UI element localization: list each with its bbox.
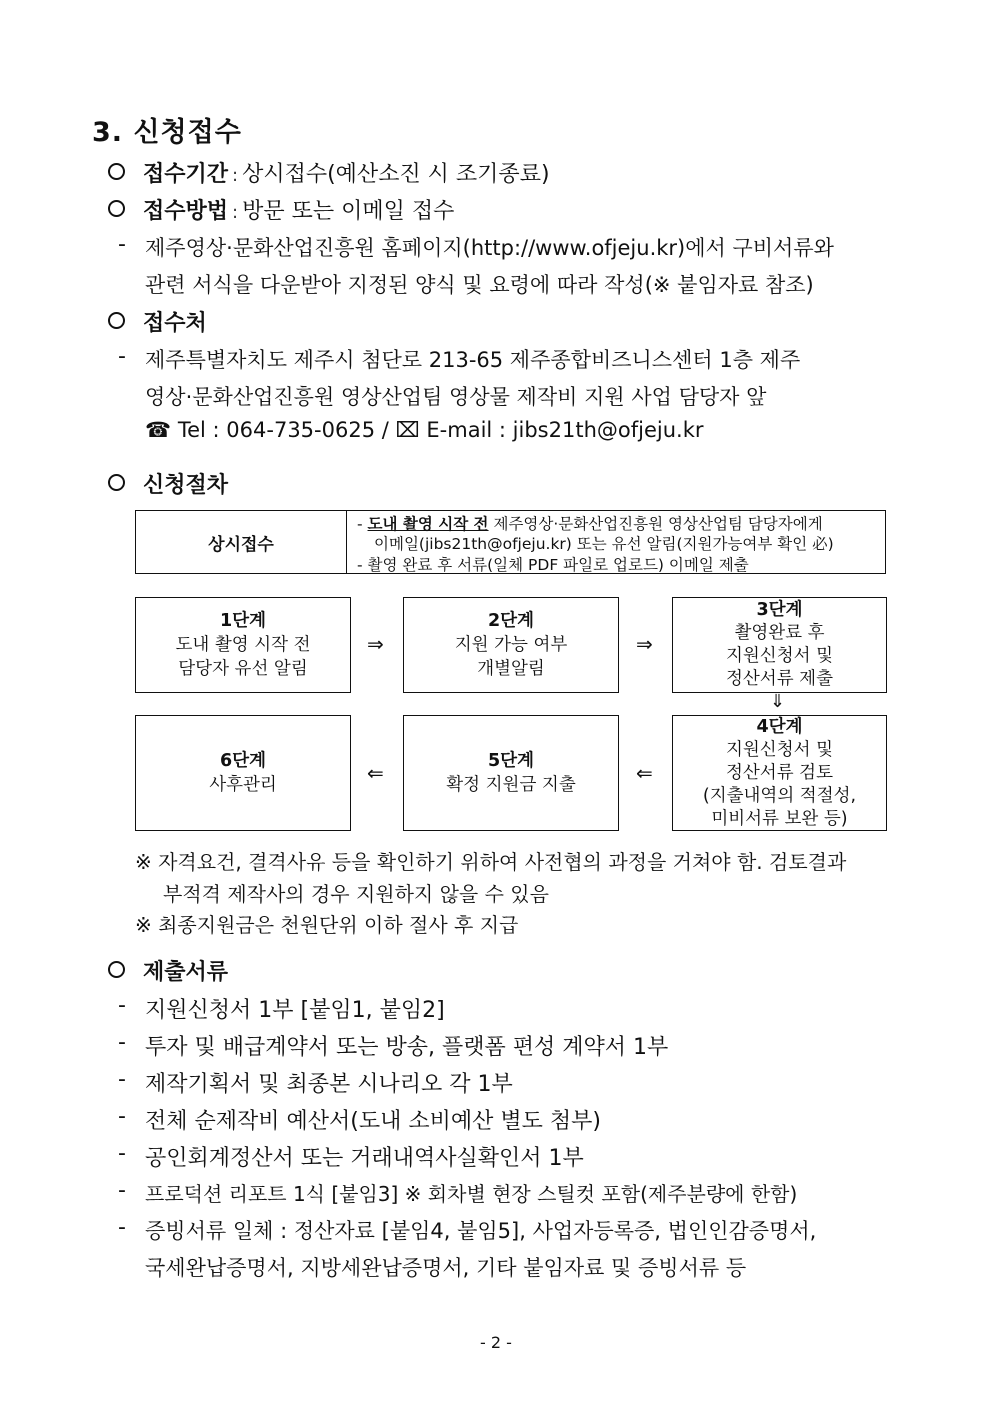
step-3-box [672,597,887,693]
reception-method-row [108,194,454,225]
document-item: 공인회계정산서 또는 거래내역사실확인서 1부 [145,1146,584,1171]
document-item: 프로덕션 리포트 1식 [붙임3] ※ 회차별 현장 스틸컷 포함(제주분량에 한함) [145,1182,798,1206]
circle-bullet-icon [108,200,125,217]
step-1-box [135,597,351,693]
step-title: 4단계 [756,716,803,737]
note-line: ※ 자격요건, 결격사유 등을 확인하기 위하여 사전협의 과정을 거쳐야 함. 검토결과 [135,850,847,874]
circle-bullet-icon [108,312,125,329]
documents-row [108,955,228,986]
document-item-continuation: 국세완납증명서, 지방세완납증명서, 기타 붙임자료 및 증빙서류 등 [145,1256,747,1280]
mail-icon: ⌧ [395,418,420,442]
step-text: 사후관리 [209,775,277,795]
procedure-label: 신청절차 [143,473,229,498]
documents-label: 제출서류 [143,960,229,985]
reception-method-detail-2: 관련 서식을 다운받아 지정된 양식 및 요령에 따라 작성(※ 붙임자료 참조) [145,273,814,297]
reception-period-value: 상시접수(예산소진 시 조기종료) [242,162,550,187]
reception-period-label: 접수기간 [143,162,229,187]
step-text: 정산서류 검토 [726,762,833,783]
note-line: 부적격 제작사의 경우 지원하지 않을 수 있음 [163,882,549,906]
left-arrow-icon: ⇐ [367,761,384,785]
separator: : [232,165,239,186]
phone-icon: ☎ [145,418,172,442]
down-arrow-icon: ⇓ [770,691,786,712]
section-title: 3. 신청접수 [92,117,242,148]
step-text: 담당자 유선 알림 [178,659,308,679]
receipt-table [135,510,886,574]
right-arrow-icon: ⇒ [636,632,653,656]
circle-bullet-icon [108,961,125,978]
reception-period-row [108,157,550,188]
reception-method-value: 방문 또는 이메일 접수 [242,199,455,224]
dash-bullet: - [118,232,126,257]
right-arrow-icon: ⇒ [367,632,384,656]
step-text: 개별알림 [477,659,545,679]
receipt-table-heading: 상시접수 [136,511,347,573]
step-title: 3단계 [756,600,803,620]
circle-bullet-icon [108,163,125,180]
email-text: E-mail : jibs21th@ofjeju.kr [426,418,704,442]
document-item: 전체 순제작비 예산서(도내 소비예산 별도 첨부) [145,1109,601,1134]
dash-bullet: - [118,1141,126,1166]
step-6-box [135,715,351,831]
reception-method-label: 접수방법 [143,199,229,224]
receipt-table-line-1 [357,512,823,534]
step-text: 지원신청서 및 [726,739,833,760]
receipt-table-line-3: - 촬영 완료 후 서류(일체 PDF 파일로 업로드) 이메일 제출 [357,556,749,574]
contact-row [145,418,704,442]
step-title: 5단계 [488,751,534,771]
step-title: 6단계 [220,751,266,771]
dash-bullet: - [118,1178,126,1203]
step-text: 미비서류 보완 등) [711,808,848,829]
reception-place-label: 접수처 [143,311,207,336]
dash-bullet: - [118,1067,126,1092]
step-2-box [403,597,619,693]
receipt-table-line-1-rest: 제주영상·문화산업진흥원 영상산업팀 담당자에게 [488,515,823,533]
receipt-table-emphasis: 도내 촬영 시작 전 [367,515,489,533]
note-line: ※ 최종지원금은 천원단위 이하 절사 후 지급 [135,913,519,937]
step-text: 도내 촬영 시작 전 [175,635,311,655]
step-text: 확정 지원금 지출 [446,775,576,795]
dash-bullet: - [118,344,126,369]
procedure-row [108,468,228,499]
step-4-box [672,715,887,831]
step-5-box [403,715,619,831]
document-item: 증빙서류 일체 : 정산자료 [붙임4, 붙임5], 사업자등록증, 법인인감증명서, [145,1219,817,1243]
reception-address-2: 영상·문화산업진흥원 영상산업팀 영상물 제작비 지원 사업 담당자 앞 [145,385,767,409]
step-text: 지원 가능 여부 [454,635,568,655]
dash-bullet: - [357,515,363,533]
page-number: - 2 - [480,1333,512,1352]
step-title: 2단계 [488,611,534,631]
reception-method-detail-1: 제주영상·문화산업진흥원 홈페이지(http://www.ofjeju.kr)에서 구비서류와 [145,236,834,260]
reception-address-1: 제주특별자치도 제주시 첨단로 213-65 제주종합비즈니스센터 1층 제주 [145,348,801,372]
reception-place-row [108,306,207,337]
circle-bullet-icon [108,474,125,491]
document-item: 지원신청서 1부 [붙임1, 붙임2] [145,998,445,1023]
document-item: 투자 및 배급계약서 또는 방송, 플랫폼 편성 계약서 1부 [145,1035,669,1060]
receipt-table-line-2: 이메일(jibs21th@ofjeju.kr) 또는 유선 알림(지원가능여부 확인 必) [374,535,834,553]
dash-bullet: - [118,993,126,1018]
dash-bullet: - [118,1215,126,1240]
dash-bullet: - [118,1030,126,1055]
step-text: 정산서류 제출 [726,669,833,689]
tel-text: Tel : 064-735-0625 / [177,418,389,442]
step-text: 지원신청서 및 [726,646,833,666]
step-text: (지출내역의 적절성, [702,785,857,806]
dash-bullet: - [118,1104,126,1129]
step-title: 1단계 [220,611,266,631]
document-item: 제작기획서 및 최종본 시나리오 각 1부 [145,1072,513,1097]
separator: : [232,202,239,223]
step-text: 촬영완료 후 [734,623,825,643]
left-arrow-icon: ⇐ [636,761,653,785]
